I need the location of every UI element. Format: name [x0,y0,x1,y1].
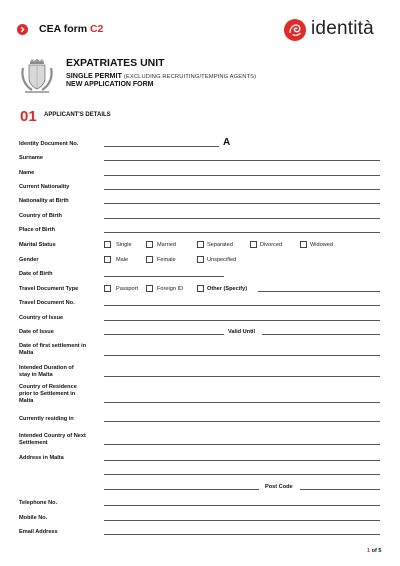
date-issue-field[interactable] [104,334,224,335]
travel-other-checkbox[interactable] [197,285,204,292]
form-prefix: CEA form [39,23,88,35]
gender-unspecified-checkbox[interactable] [197,256,204,263]
permit-note: (EXCLUDING RECRUITING/TEMPING AGENTS) [123,74,257,80]
travel-other-specify-field[interactable] [258,291,380,292]
page-total: of 5 [371,548,382,554]
form-code: C2 [89,23,104,35]
name-label: Name [19,170,35,176]
surname-label: Surname [19,155,43,161]
place-birth-label: Place of Birth [19,227,56,233]
country-issue-label: Country of Issue [19,315,64,321]
form-title [39,23,103,35]
address-line-1-field[interactable] [104,460,380,461]
marital-married-label: Married [157,242,176,248]
address-line-2-field[interactable] [104,474,380,475]
travel-foreign-id-label: Foreign ID [157,286,184,292]
country-residence-label: Country of Residence prior to Settlement in Malta [19,384,77,405]
brand-name: identità [311,18,374,39]
email-label: Email Address [19,529,58,535]
chevron-right-icon [17,24,28,35]
currently-residing-field[interactable] [104,421,380,422]
marital-single-label: Single [116,242,132,248]
country-birth-label: Country of Birth [19,213,62,219]
travel-doc-no-field[interactable] [104,305,380,306]
identity-doc-label: Identity Document No. [19,141,79,147]
country-issue-field[interactable] [104,320,380,321]
marital-separated-checkbox[interactable] [197,241,204,248]
address-line-3-field[interactable] [104,489,259,490]
nationality-birth-label: Nationality at Birth [19,198,69,204]
travel-foreign-id-checkbox[interactable] [146,285,153,292]
currently-residing-label: Currently residing in [19,416,74,422]
permit-title: SINGLE PERMIT [66,71,122,80]
name-field[interactable] [104,175,380,176]
mobile-label: Mobile No. [19,515,48,521]
current-nationality-field[interactable] [104,189,380,190]
identita-logo-icon [284,19,306,41]
surname-field[interactable] [104,160,380,161]
marital-married-checkbox[interactable] [146,241,153,248]
intended-duration-label: Intended Duration of stay in Malta [19,365,74,379]
section-number: 01 [20,108,37,125]
country-birth-field[interactable] [104,218,380,219]
marital-status-label: Marital Status [19,242,56,248]
country-residence-field[interactable] [104,402,380,403]
telephone-label: Telephone No. [19,500,58,506]
travel-other-label: Other (Specify) [207,286,248,292]
marital-widowed-label: Widowed [310,242,334,248]
gender-female-checkbox[interactable] [146,256,153,263]
travel-doc-no-label: Travel Document No. [19,300,75,306]
first-settlement-field[interactable] [104,355,380,356]
next-settlement-field[interactable] [104,444,380,445]
marital-single-checkbox[interactable] [104,241,111,248]
email-field[interactable] [104,534,380,535]
next-settlement-label: Intended Country of Next Settlement [19,433,86,447]
date-issue-label: Date of Issue [19,329,54,335]
valid-until-label: Valid Until [228,329,256,335]
current-nationality-label: Current Nationality [19,184,70,190]
unit-title: EXPATRIATES UNIT [66,57,165,69]
place-birth-field[interactable] [104,232,380,233]
page-number [367,548,381,554]
address-malta-label: Address in Malta [19,455,64,461]
valid-until-field[interactable] [262,334,380,335]
permit-line [66,71,256,80]
marital-widowed-checkbox[interactable] [300,241,307,248]
gender-male-label: Male [116,257,129,263]
first-settlement-label: Date of first settlement in Malta [19,343,87,357]
travel-passport-checkbox[interactable] [104,285,111,292]
gender-male-checkbox[interactable] [104,256,111,263]
marital-divorced-label: Divorced [260,242,283,248]
identity-doc-suffix: A [223,137,231,148]
form-name: NEW APPLICATION FORM [66,81,154,88]
section-title: APPLICANT'S DETAILS [44,112,111,118]
post-code-label: Post Code [265,484,293,490]
telephone-field[interactable] [104,505,380,506]
nationality-birth-field[interactable] [104,203,380,204]
post-code-field[interactable] [300,489,380,490]
marital-divorced-checkbox[interactable] [250,241,257,248]
travel-passport-label: Passport [116,286,139,292]
gender-label: Gender [19,257,39,263]
identity-doc-field[interactable] [104,146,219,147]
travel-doc-type-label: Travel Document Type [19,286,79,292]
coat-of-arms-icon [20,58,54,94]
date-birth-field[interactable] [104,276,224,277]
mobile-field[interactable] [104,520,380,521]
gender-unspecified-label: Unspecified [207,257,237,263]
marital-separated-label: Separated [207,242,233,248]
gender-female-label: Female [157,257,176,263]
intended-duration-field[interactable] [104,376,380,377]
date-birth-label: Date of Birth [19,271,53,277]
page-current: 1 [367,548,371,554]
